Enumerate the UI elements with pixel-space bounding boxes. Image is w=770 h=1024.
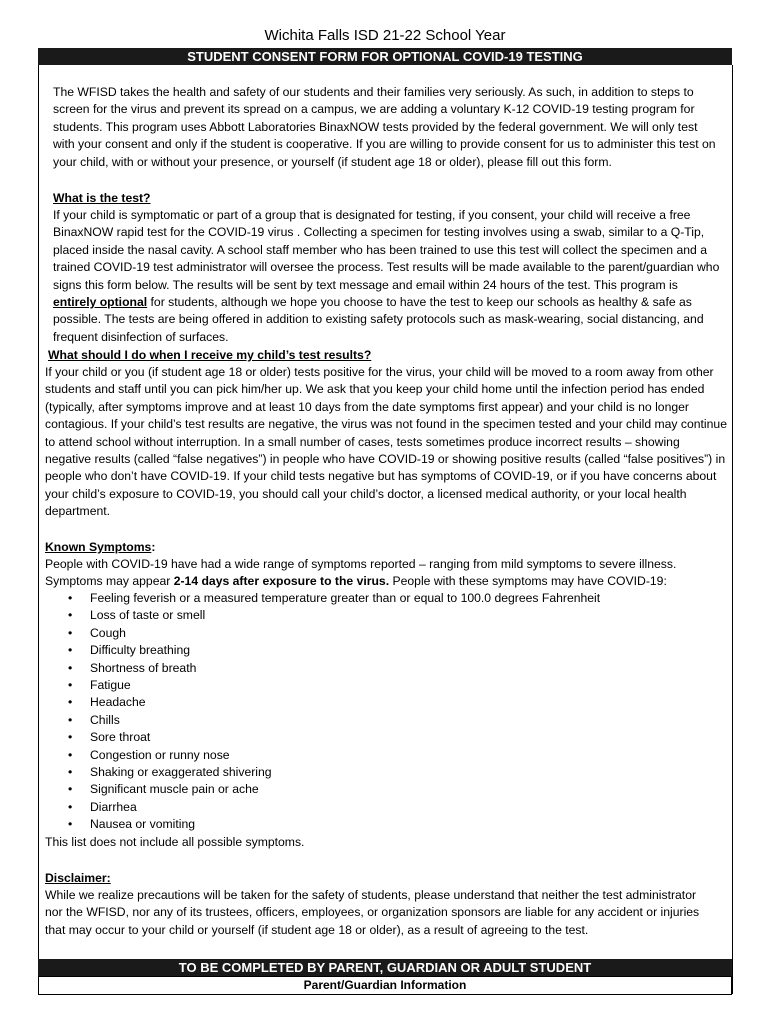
list-item: • Sore throat	[45, 729, 600, 746]
list-item: • Shortness of breath	[45, 660, 600, 677]
list-item: • Loss of taste or smell	[45, 607, 600, 624]
disclaimer-heading: Disclaimer:	[45, 871, 111, 885]
list-item: • Congestion or runny nose	[45, 747, 600, 764]
symptoms-intro-line2b: People with these symptoms may have COVID-19:	[389, 574, 667, 589]
what-is-test-paragraph	[53, 207, 723, 346]
symptom-list	[45, 590, 600, 833]
symptoms-intro	[45, 556, 727, 591]
symptoms-heading-colon: :	[151, 540, 156, 554]
symptoms-note: This list does not include all possible symptoms.	[45, 835, 305, 849]
form-title-banner: STUDENT CONSENT FORM FOR OPTIONAL COVID-19 TESTING	[38, 48, 732, 65]
results-heading: What should I do when I receive my child’s test results?	[48, 348, 372, 362]
symptoms-intro-line2a: Symptoms may appear	[45, 574, 174, 589]
intro-paragraph: The WFISD takes the health and safety of our students and their families very seriously. As such, in addition to steps to screen for the virus and prevent its spread on a campus, we are adding a voluntary K-12 COVID-19 testing program for students. This program uses Abbott Laboratories BinaxNOW tests provided by the federal government. We will only test with your consent and only if the student is cooperative. If you are willing to provide consent for us to administer this test on your child, with or without your presence, or yourself (if student age 18 or older), please fill out this form.	[53, 85, 716, 169]
what-is-test-text-1: If your child is symptomatic or part of a group that is designated for testing, if you consent, your child will receive a free BinaxNOW rapid test for the COVID-19 virus . Collecting a specimen for testing involves using a swab, similar to a Q-Tip, placed inside the nasal cavity. A school staff member who has been trained to use this test will collect the specimen and a trained COVID-19 test administrator will oversee the process. Test results will be made available to the parent/guardian who signs this form below. The results will be sent by text message and email within 24 hours of the test. This program is	[53, 208, 720, 292]
list-item: • Feeling feverish or a measured temperature greater than or equal to 100.0 degrees Fahrenheit	[45, 590, 600, 607]
list-item: • Nausea or vomiting	[45, 816, 600, 833]
list-item: • Diarrhea	[45, 799, 600, 816]
list-item: • Fatigue	[45, 677, 600, 694]
school-year-header: Wichita Falls ISD 21-22 School Year	[264, 27, 506, 44]
completion-section-banner: TO BE COMPLETED BY PARENT, GUARDIAN OR ADULT STUDENT	[38, 959, 732, 976]
results-paragraph: If your child or you (if student age 18 or older) tests positive for the virus, your child will be moved to a room away from other students and staff until you can pick him/her up. We ask that you keep your child home until the infection period has ended (typically, after symptoms improve and at least 10 days from the date symptoms first appear) and your child is no longer contagious. If your child’s test results are negative, the virus was not found in the specimen tested and your child may continue to attend school without interruption. In a small number of cases, tests sometimes produce incorrect results – showing negative results (called “false negatives”) in people who have COVID-19 or showing positive results (called “false positives”) in people who don’t have COVID-19. If your child tests negative but has symptoms of COVID-19, or if you have concerns about your child’s exposure to COVID-19, you should call your child’s doctor, a licensed medical authority, or your local health department.	[45, 365, 727, 519]
list-item: • Headache	[45, 694, 600, 711]
list-item: • Significant muscle pain or ache	[45, 781, 600, 798]
disclaimer-paragraph: While we realize precautions will be taken for the safety of students, please understand that neither the test administrator nor the WFISD, nor any of its trustees, officers, employees, or organization sponsors are liable for any accident or injuries that may occur to your child or yourself (if student age 18 or older), as a result of agreeing to the test.	[45, 888, 700, 937]
what-is-test-text-2: for students, although we hope you choose to have the test to keep our schools as healthy & safe as possible. The tests are being offered in addition to existing safety protocols such as mask-wearing, social distancing, and frequent disinfection of surfaces.	[53, 295, 704, 344]
list-item: • Shaking or exaggerated shivering	[45, 764, 600, 781]
symptoms-heading-text: Known Symptoms	[45, 540, 152, 554]
symptoms-heading	[45, 539, 155, 556]
list-item: • Chills	[45, 712, 600, 729]
entirely-optional-emphasis: entirely optional	[53, 295, 148, 310]
symptoms-intro-line1: People with COVID-19 have had a wide range of symptoms reported – ranging from mild symptoms to severe illness.	[45, 557, 677, 571]
what-is-test-heading: What is the test?	[53, 191, 151, 205]
parent-info-heading: Parent/Guardian Information	[38, 976, 732, 995]
symptoms-intro-line2-bold: 2-14 days after exposure to the virus.	[173, 574, 390, 589]
list-item: • Difficulty breathing	[45, 642, 600, 659]
list-item: • Cough	[45, 625, 600, 642]
